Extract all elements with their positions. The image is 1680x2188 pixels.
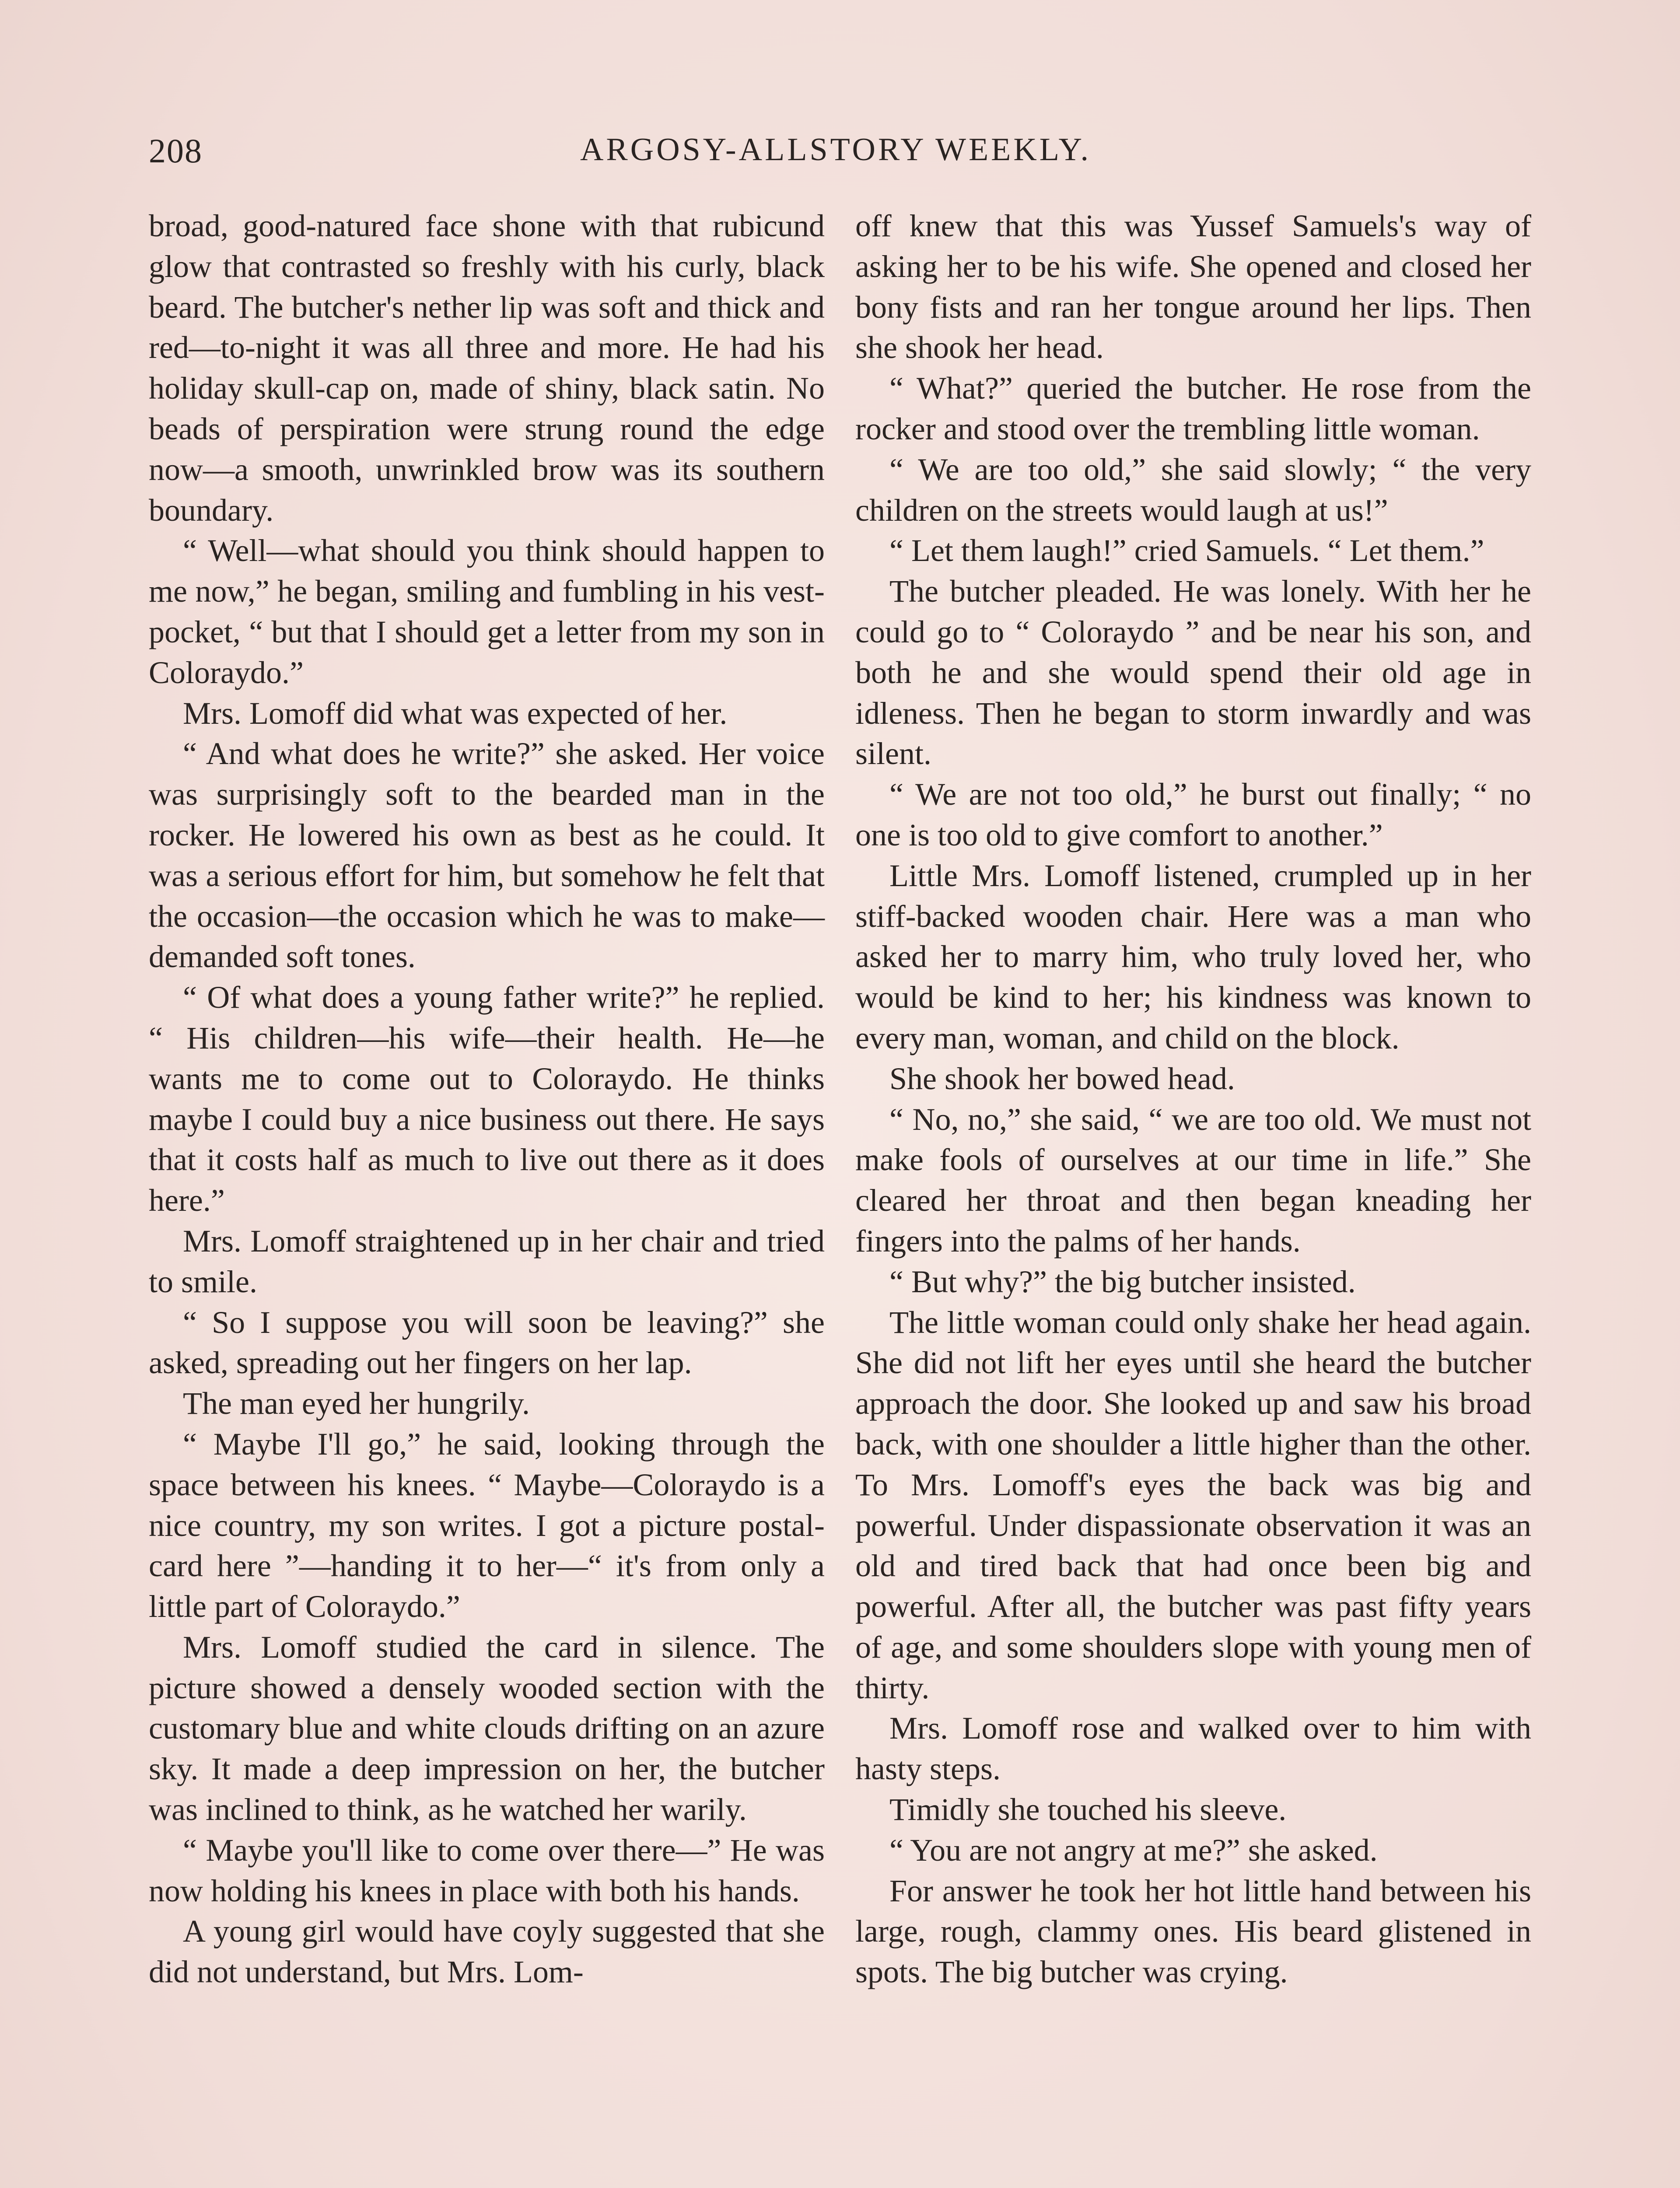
paragraph: “ We are not too old,” he burst out finally; “ no one is too old to give comfort to another.” [855, 777, 1531, 852]
paragraph: “ And what does he write?” she asked. Her voice was surprisingly soft to the bearded man in the rocker. He lowered his own as best as he could. It was a serious effort for him, but somehow he felt that the occasion—the occasion which he was to make—demanded soft tones. [149, 736, 825, 975]
paragraph: For answer he took her hot little hand between his large, rough, clammy ones. His beard glistened in spots. The big butcher was crying. [855, 1873, 1531, 1990]
paragraph: The man eyed her hungrily. [183, 1386, 530, 1421]
paragraph: “ No, no,” she said, “ we are too old. We must not make fools of ourselves at our time in life.” She cleared her throat and then began kneading her fingers into the palms of her hands. [855, 1101, 1531, 1259]
paragraph: “ Well—what should you think should happen to me now,” he began, smiling and fumbling in his vest-pocket, “ but that I should get a letter from my son in Coloraydo.” [149, 533, 825, 690]
paragraph: Timidly she touched his sleeve. [889, 1792, 1287, 1827]
paragraph: Little Mrs. Lomoff listened, crumpled up in her stiff-backed wooden chair. Here was a man who asked her to marry him, who truly loved her, who would be kind to her; his kindness was known to every man, woman, and child on the block. [855, 858, 1531, 1055]
paragraph: The butcher pleaded. He was lonely. With her he could go to “ Coloraydo ” and be near his son, and both he and she would spend their old age in idleness. Then he began to storm inwardly and was silent. [855, 574, 1531, 771]
running-head: ARGOSY-ALLSTORY WEEKLY. [580, 132, 1092, 168]
paragraph: off knew that this was Yussef Samuels's way of asking her to be his wife. She opened and closed her bony fists and ran her tongue around her lips. Then she shook her head. [855, 208, 1531, 365]
page-number: 208 [149, 132, 203, 170]
paragraph: “ Let them laugh!” cried Samuels. “ Let them.” [889, 533, 1484, 568]
paragraph: “ But why?” the big butcher insisted. [889, 1264, 1356, 1299]
paragraph: A young girl would have coyly suggested that she did not understand, but Mrs. Lom- [149, 1914, 825, 1990]
paragraph: “ What?” queried the butcher. He rose from the rocker and stood over the trembling little woman. [855, 371, 1531, 446]
paragraph: Mrs. Lomoff rose and walked over to him with hasty steps. [855, 1711, 1531, 1787]
paragraph: Mrs. Lomoff studied the card in silence. The picture showed a densely wooded section with the customary blue and white clouds drifting on an azure sky. It made a deep impression on her, the butcher was inclined to think, as he watched her warily. [149, 1629, 825, 1827]
paragraph: “ Maybe I'll go,” he said, looking through the space between his knees. “ Maybe—Coloraydo is a nice country, my son writes. I got a picture postal-card here ”—handing it to her—“ it's from only a little part of Coloraydo.” [149, 1426, 825, 1624]
paragraph: Mrs. Lomoff straightened up in her chair and tried to smile. [149, 1223, 825, 1299]
page-header [149, 131, 1452, 179]
paragraph: “ Maybe you'll like to come over there—” He was now holding his knees in place with both his hands. [149, 1832, 825, 1908]
paragraph: The little woman could only shake her head again. She did not lift her eyes until she heard the butcher approach the door. She looked up and saw his broad back, with one shoulder a little higher than the other. To Mrs. Lomoff's eyes the back was big and powerful. Under dispassionate observation it was an old and tired back that had once been big and powerful. After all, the butcher was past fifty years of age, and some shoulders slope with young men of thirty. [855, 1304, 1531, 1705]
paragraph: Mrs. Lomoff did what was expected of her. [183, 695, 728, 731]
text-column-left [149, 206, 825, 1992]
paragraph: broad, good-natured face shone with that rubicund glow that contrasted so freshly with his curly, black beard. The butcher's nether lip was soft and thick and red—to-night it was all three and more. He had his holiday skull-cap on, made of shiny, black satin. No beads of perspiration were strung round the edge now—a smooth, unwrinkled brow was its southern boundary. [149, 208, 825, 528]
paragraph: “ You are not angry at me?” she asked. [889, 1832, 1378, 1868]
paragraph: “ Of what does a young father write?” he replied. “ His children—his wife—their health. He—he wants me to come out to Coloraydo. He thinks maybe I could buy a nice business out there. He says that it costs half as much to live out there as it does here.” [149, 980, 825, 1218]
paragraph: “ We are too old,” she said slowly; “ the very children on the streets would laugh at us!” [855, 452, 1531, 528]
text-column-right [855, 206, 1531, 1992]
paragraph: She shook her bowed head. [889, 1061, 1235, 1096]
paragraph: “ So I suppose you will soon be leaving?” she asked, spreading out her fingers on her lap. [149, 1304, 825, 1381]
